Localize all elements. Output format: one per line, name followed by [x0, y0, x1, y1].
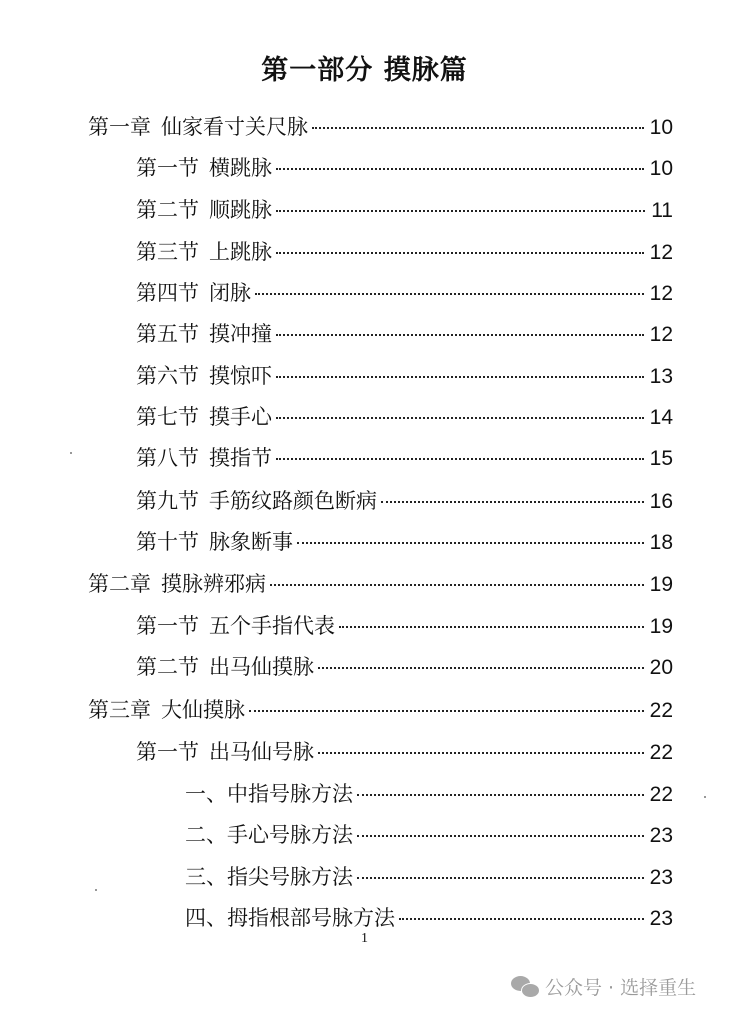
toc-page-number: 10 [649, 116, 673, 139]
toc-section-number: 第三节 [136, 240, 199, 264]
toc-section-row [136, 484, 673, 518]
toc-section-row [136, 525, 673, 559]
toc-dot-leader [318, 752, 644, 754]
toc-section-number: 第一节 [136, 614, 199, 638]
toc-section-row [136, 276, 673, 310]
toc-page-number: 23 [649, 824, 673, 847]
toc-section-row [136, 650, 673, 684]
toc-chapter-title: 仙家看寸关尺脉 [161, 115, 308, 139]
toc-section-number: 第十节 [136, 530, 199, 554]
toc-page-number: 22 [649, 741, 673, 764]
toc-dot-leader [249, 710, 644, 712]
toc-page-number: 12 [649, 323, 673, 346]
toc-dot-leader [312, 127, 644, 129]
toc-page-number: 15 [649, 447, 673, 470]
toc-subsection-title: 三、指尖号脉方法 [185, 865, 353, 889]
scan-speck [95, 889, 97, 891]
toc-section-row [136, 441, 673, 475]
toc-section-row [136, 317, 673, 351]
toc-section-title: 手筋纹路颜色断病 [209, 489, 377, 513]
toc-section-row [136, 359, 673, 393]
toc-section-number: 第四节 [136, 281, 199, 305]
toc-page-number: 11 [651, 199, 673, 222]
toc-page-number: 23 [649, 866, 673, 889]
toc-section-title: 出马仙摸脉 [209, 655, 314, 679]
toc-subsection-row [185, 818, 673, 852]
toc-section-number: 第一节 [136, 156, 199, 180]
watermark [511, 973, 696, 1000]
toc-section-title: 摸手心 [209, 405, 272, 429]
toc-chapter-title: 摸脉辨邪病 [161, 572, 266, 596]
toc-section-title: 摸指节 [209, 446, 272, 470]
toc-chapter-number: 第一章 [88, 115, 151, 139]
wechat-icon [511, 976, 539, 998]
watermark-text: 公众号 · 选择重生 [545, 977, 697, 999]
toc-section-title: 摸惊吓 [209, 364, 272, 388]
page-title: 第一部分 摸脉篇 [261, 55, 468, 86]
toc-subsection-row [185, 860, 673, 894]
toc-subsection-row [185, 777, 673, 811]
toc-subsection-title: 四、拇指根部号脉方法 [185, 906, 395, 930]
toc-chapter-row [88, 567, 673, 601]
toc-dot-leader [381, 501, 644, 503]
toc-dot-leader [276, 417, 644, 419]
toc-dot-leader [276, 252, 644, 254]
toc-page-number: 14 [649, 406, 673, 429]
toc-section-row [136, 193, 673, 227]
toc-dot-leader [276, 376, 644, 378]
toc-page-number: 10 [649, 157, 673, 180]
toc-section-row [136, 609, 673, 643]
toc-page-number: 18 [649, 531, 673, 554]
toc-section-title: 出马仙号脉 [209, 740, 314, 764]
toc-dot-leader [318, 667, 644, 669]
toc-section-number: 第二节 [136, 655, 199, 679]
toc-section-number: 第五节 [136, 322, 199, 346]
toc-dot-leader [270, 584, 644, 586]
toc-section-number: 第二节 [136, 198, 199, 222]
toc-section-row [136, 151, 673, 185]
toc-subsection-row [185, 901, 673, 935]
toc-page-number: 23 [649, 907, 673, 930]
toc-section-title: 闭脉 [209, 281, 251, 305]
toc-dot-leader [399, 918, 644, 920]
toc-section-number: 第七节 [136, 405, 199, 429]
toc-dot-leader [276, 334, 644, 336]
toc-section-number: 第八节 [136, 446, 199, 470]
scan-speck [704, 796, 706, 798]
toc-dot-leader [297, 542, 644, 544]
scan-speck [70, 452, 72, 454]
toc-section-number: 第一节 [136, 740, 199, 764]
toc-section-row [136, 235, 673, 269]
toc-dot-leader [276, 168, 644, 170]
toc-section-row [136, 735, 673, 769]
toc-dot-leader [357, 794, 644, 796]
page-number: 1 [361, 931, 368, 946]
toc-page-number: 19 [649, 573, 673, 596]
toc-dot-leader [276, 210, 645, 212]
toc-dot-leader [255, 293, 644, 295]
toc-dot-leader [357, 835, 644, 837]
toc-subsection-title: 二、手心号脉方法 [185, 823, 353, 847]
toc-chapter-number: 第三章 [88, 698, 151, 722]
toc-chapter-row [88, 110, 673, 144]
toc-dot-leader [357, 877, 644, 879]
toc-section-title: 五个手指代表 [209, 614, 335, 638]
toc-chapter-row [88, 693, 673, 727]
toc-chapter-number: 第二章 [88, 572, 151, 596]
toc-section-row [136, 400, 673, 434]
toc-chapter-title: 大仙摸脉 [161, 698, 245, 722]
toc-section-title: 横跳脉 [209, 156, 272, 180]
toc-page-number: 12 [649, 282, 673, 305]
toc-section-title: 摸冲撞 [209, 322, 272, 346]
toc-page-number: 13 [649, 365, 673, 388]
toc-page-number: 22 [649, 699, 673, 722]
toc-page-number: 19 [649, 615, 673, 638]
toc-section-title: 顺跳脉 [209, 198, 272, 222]
toc-page-number: 12 [649, 241, 673, 264]
toc-section-number: 第九节 [136, 489, 199, 513]
toc-section-title: 上跳脉 [209, 240, 272, 264]
toc-subsection-title: 一、中指号脉方法 [185, 782, 353, 806]
toc-page-number: 22 [649, 783, 673, 806]
toc-page-number: 20 [649, 656, 673, 679]
toc-page-number: 16 [649, 490, 673, 513]
toc-section-title: 脉象断事 [209, 530, 293, 554]
toc-dot-leader [339, 626, 644, 628]
toc-dot-leader [276, 458, 644, 460]
toc-section-number: 第六节 [136, 364, 199, 388]
